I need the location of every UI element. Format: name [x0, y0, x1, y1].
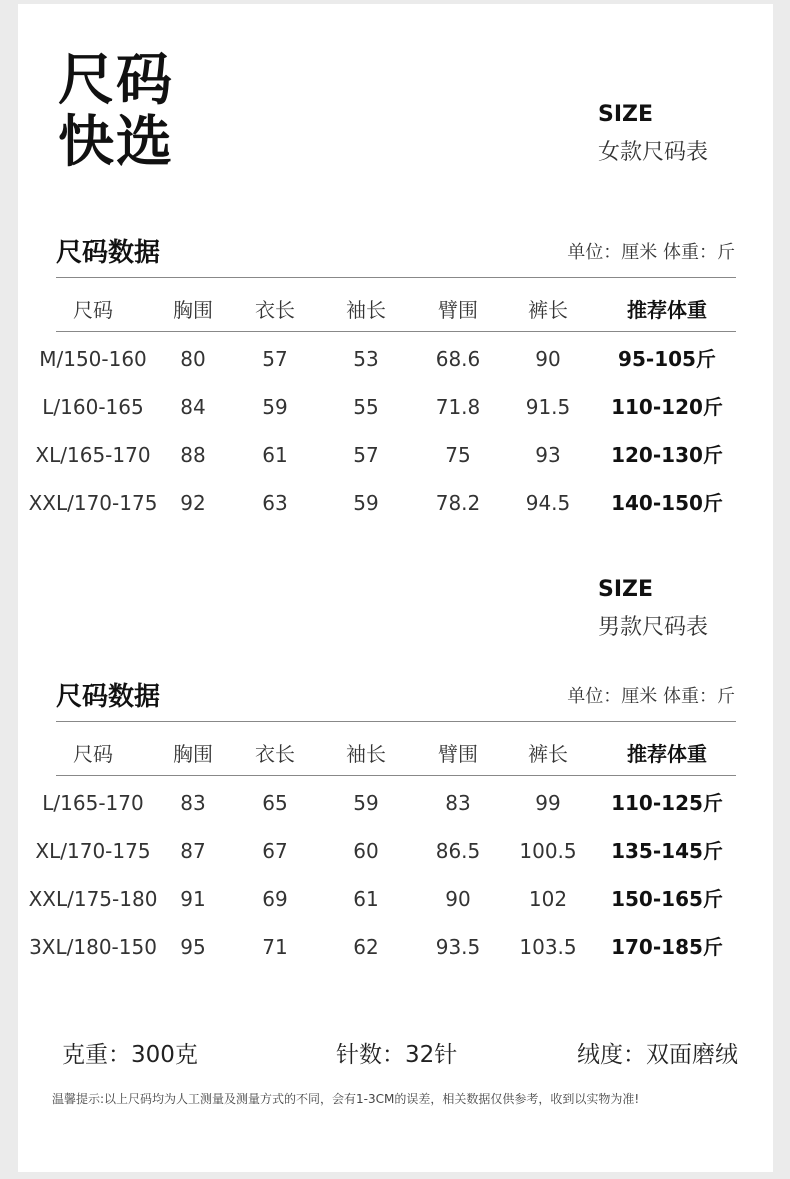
table-row [18, 923, 773, 971]
col-header-chest: 胸围 [173, 742, 213, 766]
col-header-sleeve: 袖长 [346, 742, 386, 766]
page-title-line2: 快选 [58, 110, 174, 175]
women-chart-name: 女款尺码表 [598, 140, 709, 165]
cell-arm: 83 [445, 791, 471, 815]
cell-pants-length: 102 [528, 887, 568, 911]
cell-weight: 170-185斤 [611, 935, 723, 959]
women-size-label: SIZE [598, 102, 654, 127]
men-table-body [18, 779, 773, 971]
page-title [58, 50, 174, 174]
table-row [18, 383, 773, 431]
cell-sleeve: 57 [353, 443, 379, 467]
men-size-heading [598, 575, 708, 645]
cell-chest: 95 [180, 935, 206, 959]
cell-weight: 110-120斤 [611, 395, 723, 419]
cell-length: 57 [262, 347, 288, 371]
cell-size: XL/170-175 [35, 839, 151, 863]
men-size-table [18, 731, 773, 779]
col-header-size: 尺码 [73, 742, 113, 766]
cell-pants-length: 93 [535, 443, 561, 467]
cell-chest: 92 [180, 491, 206, 515]
cell-arm: 90 [445, 887, 471, 911]
measurement-tip: 温馨提示:以上尺码均为人工测量及测量方式的不同，会有1-3CM的误差，相关数据仅供参考，收到以实物为准! [52, 1092, 640, 1106]
size-chart-page [18, 4, 773, 1172]
women-size-heading [598, 100, 708, 170]
men-section-title: 尺码数据 [56, 682, 161, 712]
men-unit-note: 单位：厘米 体重：斤 [567, 686, 735, 707]
cell-length: 61 [262, 443, 288, 467]
cell-weight: 150-165斤 [611, 887, 723, 911]
cell-pants-length: 99 [535, 791, 561, 815]
col-header-pants-length: 裤长 [528, 298, 568, 322]
cell-pants-length: 90 [535, 347, 561, 371]
table-row [18, 875, 773, 923]
cell-arm: 71.8 [435, 395, 481, 419]
cell-arm: 75 [445, 443, 471, 467]
men-chart-name: 男款尺码表 [598, 615, 709, 640]
cell-sleeve: 61 [353, 887, 379, 911]
cell-sleeve: 62 [353, 935, 379, 959]
stitch-count: 针数：32针 [336, 1042, 458, 1068]
fleece-type: 绒度：双面磨绒 [577, 1042, 738, 1068]
cell-chest: 87 [180, 839, 206, 863]
cell-size: L/165-170 [42, 791, 144, 815]
col-header-recommended-weight: 推荐体重 [627, 742, 707, 766]
col-header-chest: 胸围 [173, 298, 213, 322]
table-row [18, 335, 773, 383]
men-header-bottom-rule [56, 775, 736, 776]
table-row [18, 827, 773, 875]
col-header-length: 衣长 [255, 742, 295, 766]
cell-length: 71 [262, 935, 288, 959]
women-size-table [18, 287, 773, 335]
fabric-specs [18, 1036, 773, 1070]
cell-size: XXL/175-180 [28, 887, 158, 911]
women-section-title: 尺码数据 [56, 238, 161, 268]
col-header-recommended-weight: 推荐体重 [627, 298, 707, 322]
col-header-size: 尺码 [73, 298, 113, 322]
cell-weight: 95-105斤 [618, 347, 716, 371]
men-table-header [18, 731, 773, 779]
cell-size: XXL/170-175 [28, 491, 158, 515]
cell-length: 65 [262, 791, 288, 815]
men-size-label: SIZE [598, 577, 654, 602]
women-header-top-rule [56, 277, 736, 278]
table-row [18, 479, 773, 527]
cell-size: XL/165-170 [35, 443, 151, 467]
cell-arm: 68.6 [435, 347, 481, 371]
cell-sleeve: 59 [353, 491, 379, 515]
cell-size: 3XL/180-150 [29, 935, 157, 959]
cell-weight: 135-145斤 [611, 839, 723, 863]
cell-pants-length: 103.5 [519, 935, 577, 959]
cell-sleeve: 59 [353, 791, 379, 815]
col-header-length: 衣长 [255, 298, 295, 322]
cell-sleeve: 53 [353, 347, 379, 371]
women-table-header [18, 287, 773, 335]
cell-weight: 110-125斤 [611, 791, 723, 815]
cell-length: 59 [262, 395, 288, 419]
cell-length: 67 [262, 839, 288, 863]
cell-chest: 83 [180, 791, 206, 815]
col-header-arm: 臂围 [438, 742, 478, 766]
col-header-sleeve: 袖长 [346, 298, 386, 322]
cell-arm: 93.5 [435, 935, 481, 959]
men-header-top-rule [56, 721, 736, 722]
cell-sleeve: 60 [353, 839, 379, 863]
cell-length: 63 [262, 491, 288, 515]
fabric-weight: 克重：300克 [62, 1042, 198, 1068]
cell-pants-length: 91.5 [525, 395, 571, 419]
cell-chest: 84 [180, 395, 206, 419]
women-unit-note: 单位：厘米 体重：斤 [567, 242, 735, 263]
cell-weight: 120-130斤 [611, 443, 723, 467]
table-row [18, 779, 773, 827]
cell-length: 69 [262, 887, 288, 911]
cell-weight: 140-150斤 [611, 491, 723, 515]
women-header-bottom-rule [56, 331, 736, 332]
table-row [18, 431, 773, 479]
cell-chest: 88 [180, 443, 206, 467]
cell-arm: 78.2 [435, 491, 481, 515]
col-header-pants-length: 裤长 [528, 742, 568, 766]
women-table-body [18, 335, 773, 527]
col-header-arm: 臂围 [438, 298, 478, 322]
cell-chest: 91 [180, 887, 206, 911]
cell-size: M/150-160 [39, 347, 147, 371]
cell-pants-length: 94.5 [525, 491, 571, 515]
page-title-line1: 尺码 [58, 48, 174, 113]
cell-chest: 80 [180, 347, 206, 371]
cell-arm: 86.5 [435, 839, 481, 863]
cell-size: L/160-165 [42, 395, 144, 419]
cell-pants-length: 100.5 [519, 839, 577, 863]
cell-sleeve: 55 [353, 395, 379, 419]
